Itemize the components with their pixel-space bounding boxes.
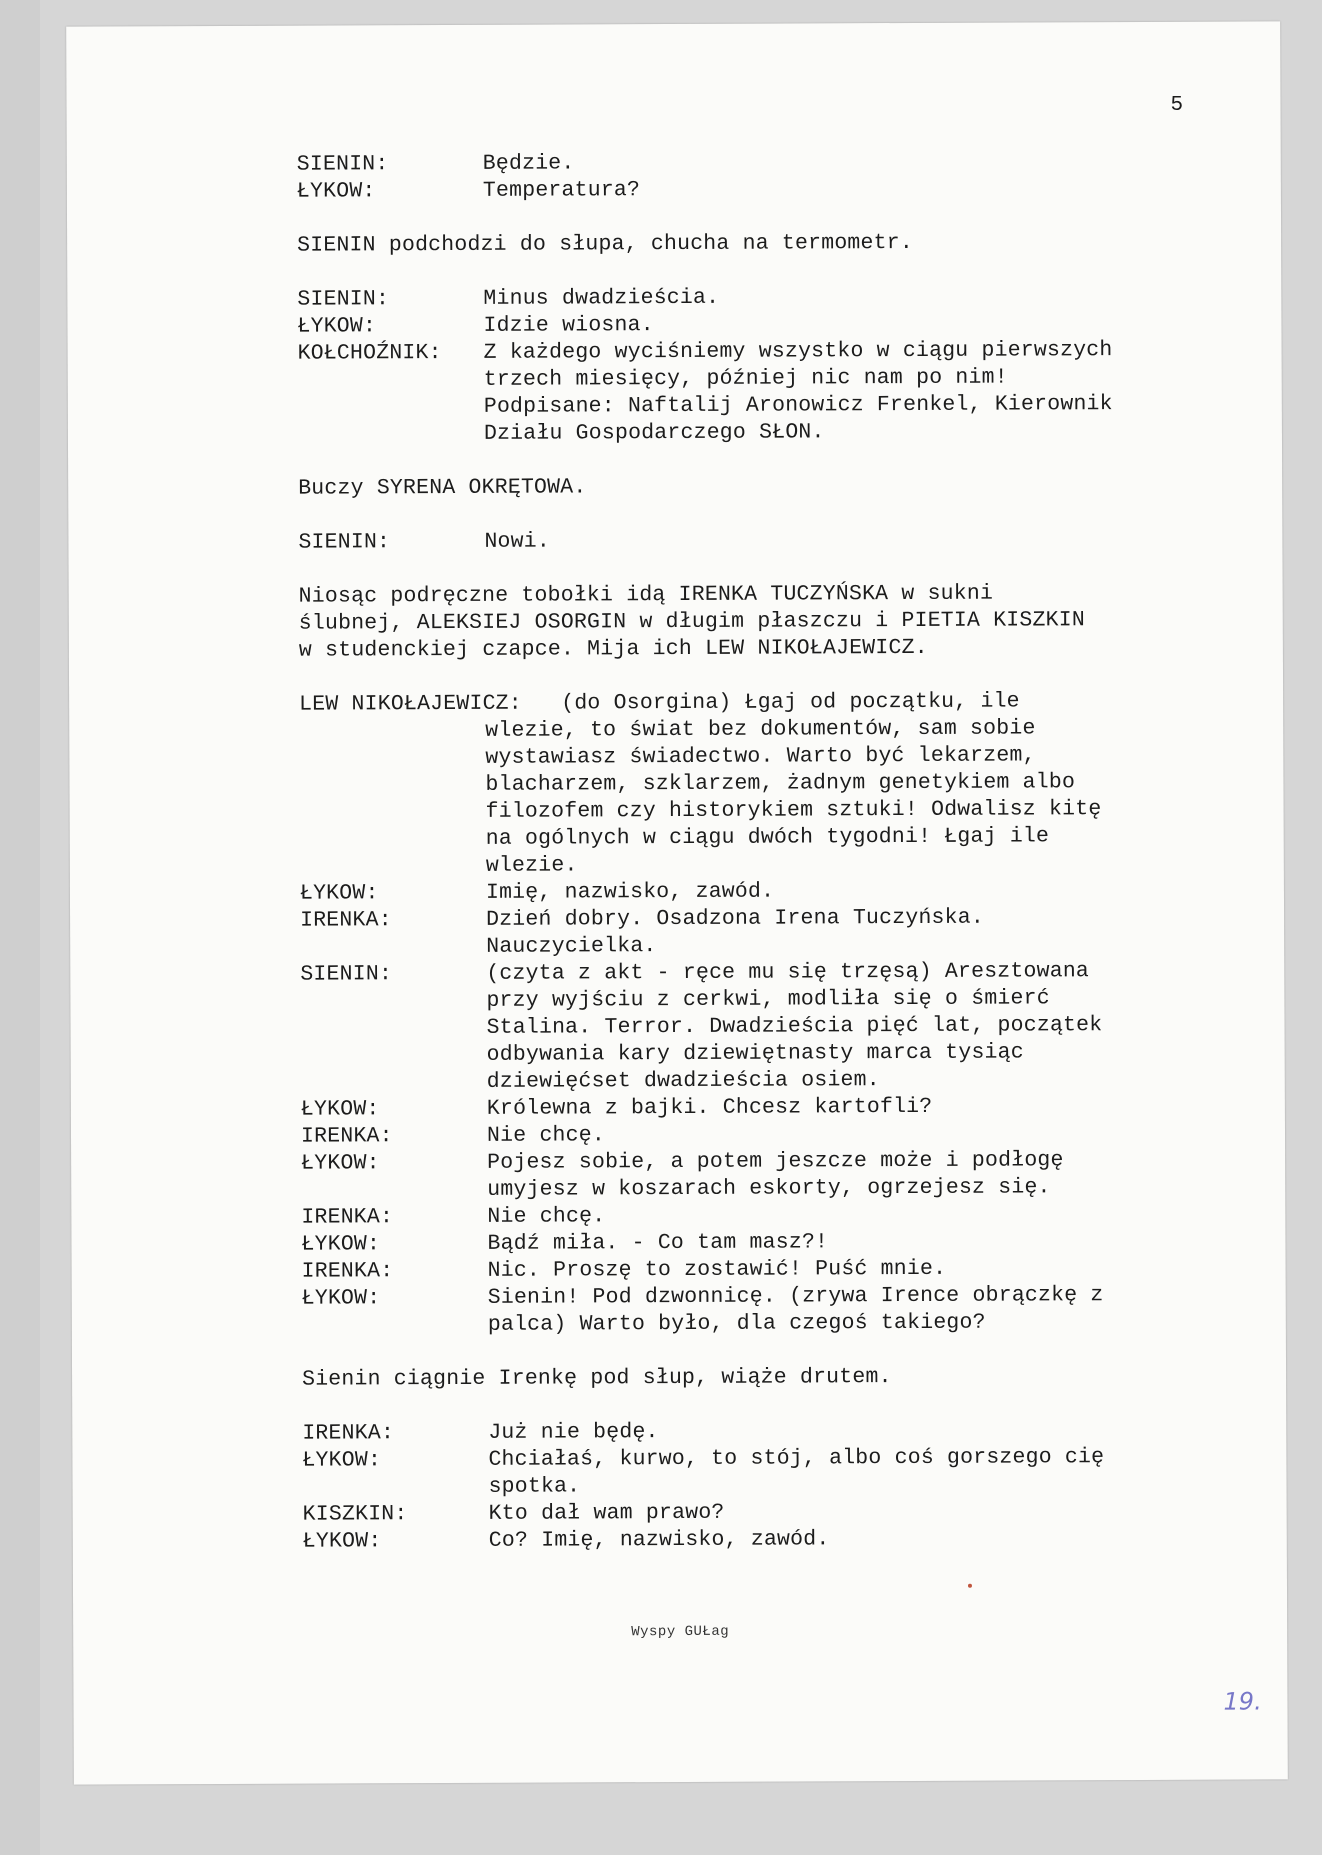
speaker-name: IRENKA:: [301, 1205, 394, 1230]
dialogue-line: [303, 1498, 1233, 1529]
dialogue-line: [300, 904, 1230, 962]
speaker-name: ŁYKOW:: [301, 1286, 381, 1311]
speaker-name: KISZKIN:: [302, 1502, 408, 1527]
page-footer: Wyspy GUŁag: [631, 1623, 730, 1641]
dialogue-block-3: [298, 526, 1228, 557]
dialogue-block-4: [300, 877, 1232, 1340]
speaker-name: IRENKA:: [301, 1259, 394, 1284]
dialogue-line: [298, 526, 1228, 557]
speaker-name: ŁYKOW:: [299, 881, 379, 906]
speech-text: Temperatura?: [482, 178, 641, 203]
speech-text: (do Osorgina) Łgaj od początku, ile: [561, 689, 1020, 716]
handwritten-page-number: 19.: [1223, 1687, 1262, 1716]
dialogue-line: [301, 1120, 1231, 1151]
speaker-name: SIENIN:: [300, 962, 393, 987]
speaker-name: SIENIN:: [297, 287, 390, 312]
speech-text: Nowi.: [484, 529, 550, 554]
speech-text: Pojesz sobie, a potem jeszcze może i podłogę umyjesz w koszarach eskorty, ogrzejesz się.: [487, 1148, 1064, 1202]
dialogue-block-1: [297, 148, 1227, 206]
speech-text: Nie chcę.: [486, 1123, 605, 1148]
speaker-name: SIENIN:: [298, 530, 391, 555]
dialogue-line: [301, 1147, 1231, 1205]
speaker-name: ŁYKOW:: [302, 1529, 382, 1554]
speech-text: Imię, nazwisko, zawód.: [485, 879, 775, 905]
speech-text: Bądź miła. - Co tam masz?!: [487, 1230, 829, 1256]
dialogue-line: [300, 877, 1230, 908]
dialogue-block-2: [297, 283, 1228, 449]
speech-text: Dzień dobry. Osadzona Irena Tuczyńska. Nauczycielka.: [486, 905, 985, 959]
document-page: [66, 21, 1288, 1784]
speaker-name: ŁYKOW:: [300, 1097, 380, 1122]
scan-background: [0, 0, 40, 1855]
dialogue-line: [302, 1444, 1232, 1502]
speech-text: Kto dał wam prawo?: [488, 1500, 725, 1526]
dialogue-block-5: [302, 1417, 1233, 1556]
speaker-name: IRENKA:: [300, 1124, 393, 1149]
speech-text: Nic. Proszę to zostawić! Puść mnie.: [487, 1256, 947, 1283]
dialogue-line: [297, 310, 1227, 341]
stage-direction: Buczy SYRENA OKRĘTOWA.: [298, 475, 587, 501]
speech-text: Idzie wiosna.: [483, 313, 654, 338]
speaker-name: IRENKA:: [300, 908, 392, 933]
speaker-name: KOŁCHOŹNIK:: [297, 341, 442, 366]
dialogue-line: [297, 283, 1227, 314]
speaker-name: ŁYKOW:: [296, 179, 376, 204]
stage-direction: SIENIN podchodzi do słupa, chucha na termometr.: [297, 230, 913, 258]
dialogue-line: [301, 1201, 1231, 1232]
speaker-name: ŁYKOW:: [302, 1448, 382, 1473]
speech-text: Królewna z bajki. Chcesz kartofli?: [486, 1094, 933, 1121]
dialogue-line: [300, 958, 1231, 1097]
speaker-name: ŁYKOW:: [301, 1151, 380, 1176]
stage-direction: Sienin ciągnie Irenkę pod słup, wiąże drutem.: [302, 1365, 892, 1392]
speech-text: Nie chcę.: [487, 1204, 606, 1229]
speech-continuation: wlezie, to świat bez dokumentów, sam sobie wystawiasz świadectwo. Warto być lekarzem, blacharzem, szklarzem, żadnym genetykiem albo filozofem czy historykiem sztuki! Odwalisz kitę na ogólnych w ciągu dwóch tygodni! Łgaj ile wlezie.: [485, 716, 1102, 878]
ink-speck: [968, 1584, 972, 1588]
dialogue-line: [299, 688, 1229, 719]
dialogue-line: [302, 1282, 1232, 1340]
speaker-name: SIENIN:: [296, 152, 389, 177]
dialogue-line: [302, 1417, 1232, 1448]
speech-text: Chciałaś, kurwo, to stój, albo coś gorszego cię spotka.: [488, 1445, 1105, 1499]
speaker-name: ŁYKOW:: [297, 314, 377, 339]
speech-text: Będzie.: [482, 151, 575, 176]
speech-text: Minus dwadzieścia.: [483, 285, 720, 311]
speech-text: Co? Imię, nazwisko, zawód.: [488, 1527, 830, 1553]
speech-text: (czyta z akt - ręce mu się trzęsą) Aresztowana przy wyjściu z cerkwi, modliła się o śmierć Stalina. Terror. Dwadzieścia pięć lat, początek odbywania kary dziewiętnasty marca tysiąc dziewięćset dwadzieścia osiem.: [486, 959, 1103, 1094]
script-content: [297, 148, 1233, 1556]
dialogue-line: [301, 1093, 1231, 1124]
lew-monologue: [299, 688, 1230, 881]
speech-text: Z każdego wyciśniemy wszystko w ciągu pierwszych trzech miesięcy, później nic nam po nim! Podpisane: Naftalij Aronowicz Frenkel, Kierownik Działu Gospodarczego SŁON.: [483, 338, 1113, 446]
dialogue-line: [302, 1255, 1232, 1286]
speaker-name: IRENKA:: [302, 1421, 395, 1446]
dialogue-line: [298, 337, 1228, 449]
speaker-name: ŁYKOW:: [301, 1232, 381, 1257]
stage-direction: Niosąc podręczne tobołki idą IRENKA TUCZYŃSKA w sukni ślubnej, ALEKSIEJ OSORGIN w długim płaszczu i PIETIA KISZKIN w studenckiej czapce. Mija ich LEW NIKOŁAJEWICZ.: [298, 581, 1085, 663]
dialogue-line: [297, 148, 1227, 179]
speech-text: Sienin! Pod dzwonnicę. (zrywa Irence obrączkę z palca) Warto było, dla czegoś takiego?: [487, 1283, 1104, 1337]
page-number: 5: [1170, 93, 1184, 117]
speaker-name: LEW NIKOŁAJEWICZ:: [299, 691, 522, 717]
dialogue-line: [301, 1228, 1231, 1259]
dialogue-line: [303, 1525, 1233, 1556]
speech-text: Już nie będę.: [488, 1420, 659, 1445]
dialogue-line: [297, 175, 1227, 206]
